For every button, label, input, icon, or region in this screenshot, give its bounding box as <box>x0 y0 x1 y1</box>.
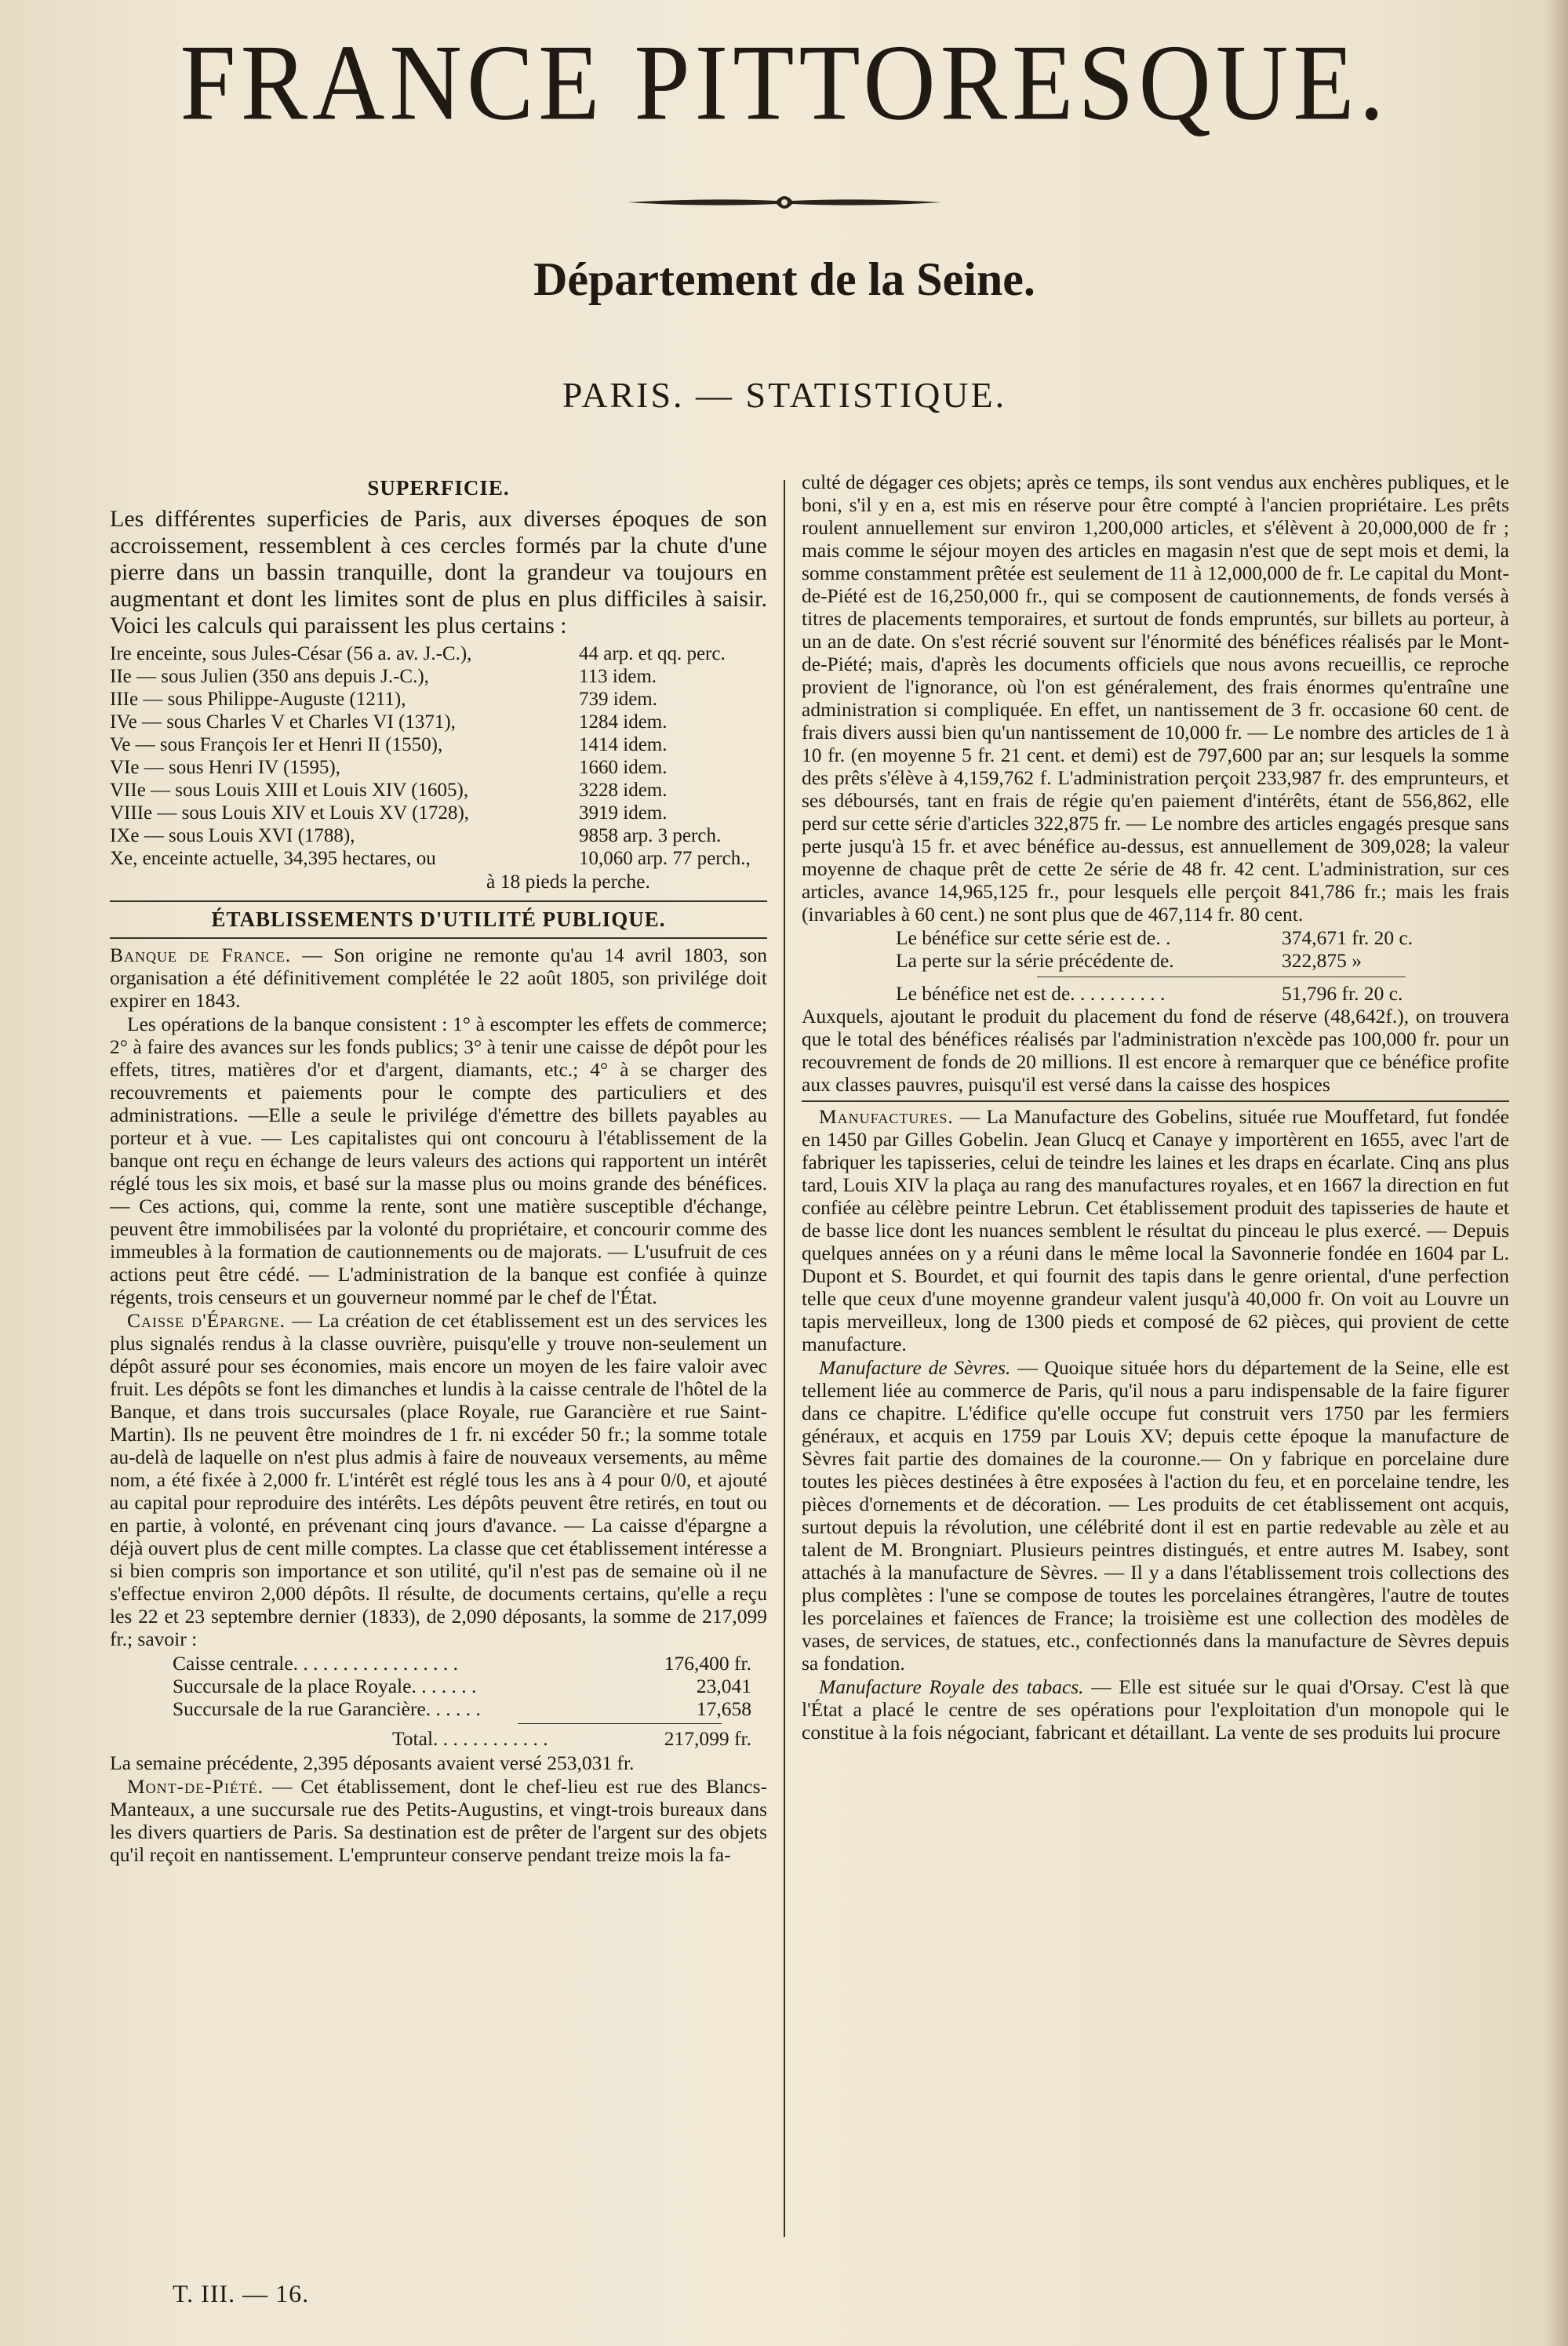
sevres-paragraph: Manufacture de Sèvres. — Quoique située hors du département de la Seine, elle est tellement liée au commerce de Paris, qu'il nous a paru indispensable de la faire figurer dans ce chapitre. L'édifice qu'elle occupe fut construit vers 1750 par les fermiers généraux, et acquis en 1759 par Louis XV; depuis cette époque la manufacture de Sèvres fait partie des domaines de la couronne.— On y fabrique en porcelaine dure toutes les pièces destinées à être exposées à l'action du feu, et en porcelaine tendre, les pièces d'ornements et de décoration. — Les produits de cet établissement ont acquis, surtout depuis la révolution, une célébrité dont il est en partie redevable au zèle et au talent de M. Brongniart. Plusieurs peintres distingués, et entre autres M. Isabey, sont attachés à la manufacture de Sèvres. — Il y a dans l'établissement trois collections des plus complètes : l'une se compose de toutes les porcelaines étrangères, l'autre de toutes les porcelaines et faïences de France; la troisième est une collection des modèles de vases, de services, de statues, etc., confectionnés dans la manufacture de Sèvres depuis sa fondation. <box>802 1356 1509 1675</box>
column-divider <box>784 480 785 2237</box>
table-row: Le bénéfice sur cette série est de. . 374,671 fr. 20 c. <box>896 926 1413 949</box>
manufactures-paragraph: Manufactures. — La Manufacture des Gobelins, située rue Mouffetard, fut fondée en 1450 par Gilles Gobelin. Jean Glucq et Canaye y importèrent en 1655, avec l'art de fabriquer les tapisseries, celui de teindre les laines et les draps en écarlate. Cinq ans plus tard, Louis XIV la plaça au rang des manufactures royales, et en 1667 la direction en fut confiée au célèbre peintre Lebrun. Cet établissement produit des tapisseries de haute et de basse lice dont les nuances semblent le résultat du pinceau le plus exercé. — Depuis quelques années on y a réuni dans le même local la Savonnerie fondée en 1604 par L. Dupont et S. Bourdet, et qui fournit des tapis dans le genre oriental, d'une perfection telle que ceux d'une moyenne grandeur valent jusqu'à 40,000 fr. On voit au Louvre un tapis merveilleux, long de 1300 pieds et composé de 62 pièces, qui provient de cette manufacture. <box>802 1105 1509 1355</box>
total-row: Le bénéfice net est de. . . . . . . . . . 51,796 fr. 20 c. <box>896 982 1403 1005</box>
table-row: La perte sur la série précédente de. 322,875 » <box>896 949 1362 972</box>
department-title: Département de la Seine. <box>533 253 1035 305</box>
table-row: Succursale de la place Royale. . . . . . . 23,041 <box>173 1675 751 1697</box>
mont-paragraph: Mont-de-Piété. — Cet établissement, dont le chef-lieu est rue des Blancs-Manteaux, a une succursale rue des Petits-Augustins, et vingt-trois bureaux dans les divers quartiers de Paris. Sa destination est de prêter de l'argent sur des objets qu'il reçoit en nantissement. L'emprunteur conserve pendant treize mois la fa- <box>110 1775 767 1866</box>
caisse-accounts <box>110 1652 767 1750</box>
banque-operations: Les opérations de la banque consistent : 1° à escompter les effets de commerce; 2° à faire des avances sur les fonds publics; 3° à tenir une caisse de dépôt pour les effets, titres, matières d'or et d'argent, diamants, etc.; 4° à se charger des recouvrements et paiements pour le compte des particuliers et des administrations. —Elle a seule le privilége d'émettre des billets payables au porteur et à vue. — Les capitalistes qui ont concouru à l'établissement de la banque ont reçu en échange de leurs valeurs des actions qui rapportent un intérêt réglé tous les six mois, et basé sur la masse plus ou moins grande des bénéfices. — Ces actions, qui, comme la rente, sont une matière susceptible d'échange, peuvent être immobilisées par la volonté du propriétaire, et concourir comme des immeubles à la formation de cautionnements ou de majorats. — L'usufruit de ces actions peut être cédé. — L'administration de la banque est confiée à quinze régents, trois censeurs et un gouverneur nommé par le chef de l'État. <box>110 1013 767 1308</box>
list-item: Ire enceinte, sous Jules-César (56 a. av. J.-C.), 44 arp. et qq. perc. <box>110 643 726 664</box>
enceintes-continuation: à 18 pieds la perche. <box>486 870 650 893</box>
enceintes-list <box>110 642 767 870</box>
list-item: Xe, enceinte actuelle, 34,395 hectares, ou 10,060 arp. 77 perch., <box>110 848 751 869</box>
page-edge-shadow <box>1544 0 1568 2346</box>
mont-accounts <box>802 926 1509 1005</box>
mont-continuation: culté de dégager ces objets; après ce temps, ils sont vendus aux enchères publiques, et le boni, s'il y en a, est mis en réserve pour être compté à l'ancien propriétaire. Les prêts roulent annuellement sur environ 1,200,000 articles, et s'élèvent à 20,000,000 de fr ; mais comme le séjour moyen des articles en magasin n'est que de sept mois et demi, la somme constamment prêtée est seulement de 11 à 12,000,000 de fr. Le capital du Mont-de-Piété est de 16,250,000 fr., qui se composent de cautionnements, de fonds versés à titres de placements temporaires, et surtout de fonds empruntés, sur billets au porteur, à un an de date. On s'est récrié souvent sur l'énormité des bénéfices réalisés par le Mont-de-Piété; mais, d'après les documents officiels que nous avons recueillis, ce reproche provient de l'ignorance, où l'on est généralement, des frais énormes qu'entraîne une administration si compliquée. En effet, un nantissement de 3 fr. occasione 60 cent. de frais divers aussi bien qu'un nantissement de 10,000 fr. — Le nombre des articles de 1 à 10 fr. (en moyenne 5 fr. 21 cent. et demi) est de 797,600 par an; sur lesquels la somme des prêts s'élève à 4,159,762 f. L'administration perçoit 233,987 fr. des emprunteurs, et ses déboursés, tant en frais de régie qu'en paiement d'intérêts, étant de 556,862, elle perd sur cette série d'articles 322,875 fr. — Le nombre des articles engagés presque sans perte jusqu'à 15 fr. et avec bénéfice au-dessus, est annuellement de 309,028; la valeur moyenne de chaque prêt de cette 2e série de 48 fr. 42 cent. L'administration, sur ces articles, avance 14,965,125 fr., pour lesquels elle perçoit 841,786 fr.; mais les frais (invariables à 60 cent.) ne sont plus que de 467,114 fr. 80 cent. <box>802 471 1509 926</box>
caisse-week-note: La semaine précédente, 2,395 déposants avaient versé 253,031 fr. <box>110 1751 635 1774</box>
list-item: Ve — sous François Ier et Henri II (1550), 1414 idem. <box>110 734 668 755</box>
left-column <box>110 471 767 2275</box>
list-item: VIe — sous Henri IV (1595), 1660 idem. <box>110 757 668 778</box>
masthead-title: FRANCE PITTORESQUE. <box>180 22 1389 143</box>
table-row: Caisse centrale. . . . . . . . . . . . . . . . . 176,400 fr. <box>173 1652 751 1675</box>
tabacs-paragraph: Manufacture Royale des tabacs. — Elle est située sur le quai d'Orsay. C'est là que l'État a placé le centre de ses opérations pour l'exploitation d'un monopole qui le constitue à la fois négociant, fabricant et détaillant. La vente de ses produits lui procure <box>802 1675 1509 1744</box>
table-row: Succursale de la rue Garancière. . . . . . 17,658 <box>173 1697 751 1720</box>
etablissements-heading: ÉTABLISSEMENTS D'UTILITÉ PUBLIQUE. <box>211 907 666 931</box>
superficie-heading: SUPERFICIE. <box>367 476 510 500</box>
banque-paragraph: Banque de France. — Son origine ne remonte qu'au 14 avril 1803, son organisation a été définitivement complétée le 22 août 1805, son privilége doit expirer en 1843. <box>110 944 767 1012</box>
superficie-intro: Les différentes superficies de Paris, aux diverses époques de son accroissement, ressemblent à ces cercles formés par la chute d'une pierre dans un bassin tranquille, dont la grandeur va toujours en augmentant et dont les limites sont de plus en plus difficiles à saisir. Voici les calculs qui paraissent les plus certains : <box>110 506 767 638</box>
list-item: IVe — sous Charles V et Charles VI (1371), 1284 idem. <box>110 711 668 733</box>
section-rule <box>802 1100 1509 1102</box>
page-signature: T. III. — 16. <box>173 2279 310 2308</box>
section-subtitle: PARIS. — STATISTIQUE. <box>562 375 1007 415</box>
section-rule <box>110 937 767 939</box>
list-item: IXe — sous Louis XVI (1788), 9858 arp. 3 perch. <box>110 825 722 846</box>
section-rule <box>110 900 767 902</box>
sum-rule <box>518 1723 722 1724</box>
ornament-divider <box>620 187 949 218</box>
caisse-paragraph: Caisse d'Épargne. — La création de cet établissement est un des services les plus signalés rendus à la classe ouvrière, puisqu'elle y trouve non-seulement un dépôt assuré pour ses économies, mais encore un moyen de les faire valoir avec fruit. Les dépôts se font les dimanches et lundis à la caisse centrale de l'hôtel de la Banque, et dans trois succursales (place Royale, rue Garancière et rue Saint-Martin). Ils ne peuvent être moindres de 1 fr. ni excéder 50 fr.; la somme totale au-delà de laquelle on n'est plus admis à faire de nouveaux versements, au même nom, a été fixée à 2,000 fr. L'intérêt est réglé tous les ans à 4 pour 0/0, et ajouté au capital pour reproduire des intérêts. Les dépôts peuvent être retirés, en tout ou en partie, à volonté, en prévenant cinq jours d'avance. — La caisse d'épargne a déjà ouvert plus de cent mille comptes. La classe que cet établissement intéresse a si bien compris son importance et son utilité, qu'il n'est pas de semaine où il ne s'effectue environ 2,000 dépôts. Il résulte, de documents certains, qu'elle a reçu les 22 et 23 septembre dernier (1833), de 2,090 déposants, la somme de 217,099 fr.; savoir : <box>110 1309 767 1650</box>
list-item: IIIe — sous Philippe-Auguste (1211), 739 idem. <box>110 689 657 710</box>
mont-conclusion: Auxquels, ajoutant le produit du placement du fond de réserve (48,642f.), on trouvera que le total des bénéfices réalisés par l'administration n'excède pas 100,000 fr. pour un recouvrement de fonds de 20 millions. Il est encore à remarquer que ce bénéfice profite aux classes pauvres, puisqu'il est versé dans la caisse des hospices <box>802 1005 1509 1096</box>
right-column <box>802 471 1509 2275</box>
total-row: Total. . . . . . . . . . . . 217,099 fr. <box>392 1727 751 1750</box>
list-item: VIIe — sous Louis XIII et Louis XIV (1605), 3228 idem. <box>110 780 668 801</box>
list-item: VIIIe — sous Louis XIV et Louis XV (1728), 3919 idem. <box>110 802 668 824</box>
list-item: IIe — sous Julien (350 ans depuis J.-C.), 113 idem. <box>110 666 657 687</box>
